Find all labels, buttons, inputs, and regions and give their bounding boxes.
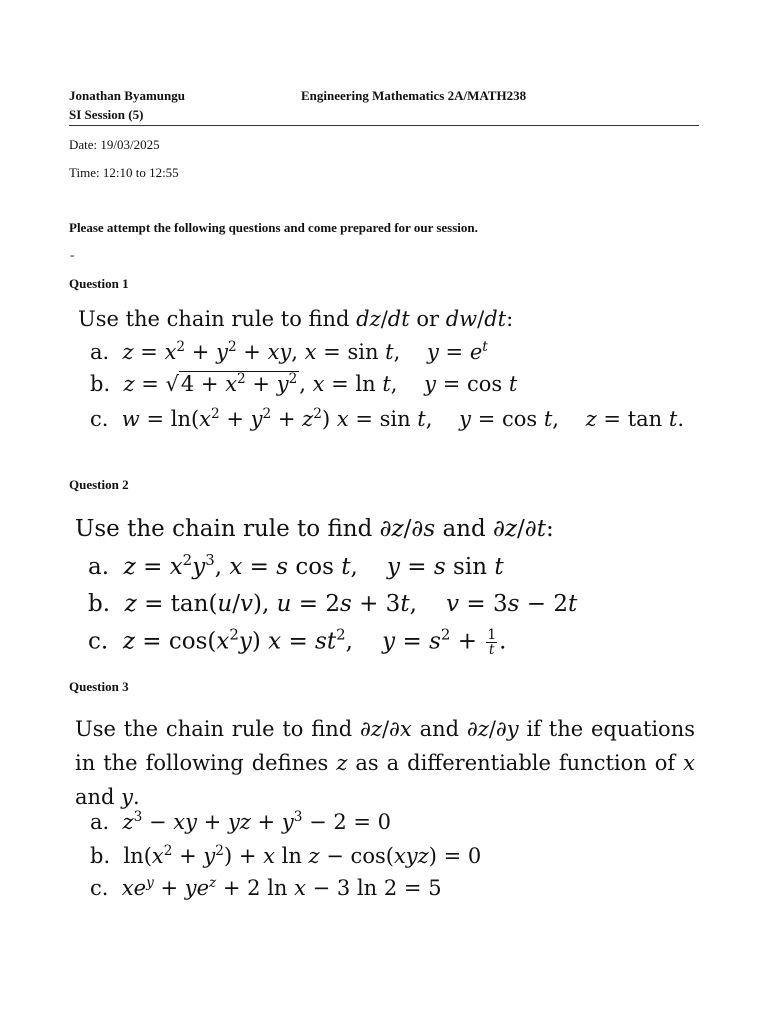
- instructions: Please attempt the following questions and come prepared for our session.: [69, 220, 478, 235]
- dash-line: -: [70, 247, 75, 262]
- time-line: Time: 12:10 to 12:55: [69, 165, 179, 180]
- question-2-item-c: c. $z = \cos(x^2y) x = st^2$, $y = s^2$ + $\frac{1}{t}$ .: [88, 625, 507, 659]
- question-2-title: Question 2: [69, 477, 129, 492]
- question-3-item-a: a. $z^3$ − xy + yz + $y^3 - 2 = 0$: [90, 808, 392, 834]
- question-2-prompt: Use the chain rule to find ∂z/∂s and ∂z/∂t:: [75, 516, 554, 542]
- date-line: Date: 19/03/2025: [69, 137, 160, 152]
- course-title: Engineering Mathematics 2A/MATH238: [301, 88, 527, 103]
- question-1-prompt: Use the chain rule to find dz/dt or dw/dt:: [78, 307, 514, 331]
- question-1-item-b: b. $z = √4 + x^2 + y^2$, x = ln t, y = cos t: [90, 370, 518, 396]
- question-2-item-b: b. z = tan(u/v), u = 2s + 3t, v = 3s − 2t: [88, 591, 578, 617]
- author-name: Jonathan Byamungu: [69, 88, 185, 103]
- question-3-title: Question 3: [69, 679, 129, 694]
- question-3-prompt: Use the chain rule to find ∂z/∂x and ∂z/∂y if the equations in the following defines z as a differentiable function of x and y.: [75, 717, 696, 809]
- question-3-item-b: b. $\ln(x^2 + y^2) + x$ ln z − cos(xyz) = 0: [90, 842, 482, 868]
- question-1-item-a: a. $z = x^2 + y^2$ + xy, x = sin t, $y = e^t$: [90, 338, 488, 364]
- question-3-item-c: c. $xe^y + ye^z + 2$ ln x − 3 ln 2 = 5: [90, 874, 442, 900]
- question-1-title: Question 1: [69, 276, 129, 291]
- question-1-item-c: c. $w = \ln(x^2 + y^2 + z^2) x = \sin t$, y = cos t, z = tan t.: [90, 405, 684, 431]
- question-2-item-a: a. $z = x^2y^3$, x = s cos t, y = s sin t: [88, 551, 504, 580]
- session-label: SI Session (5): [69, 107, 144, 122]
- header-rule: [69, 125, 699, 126]
